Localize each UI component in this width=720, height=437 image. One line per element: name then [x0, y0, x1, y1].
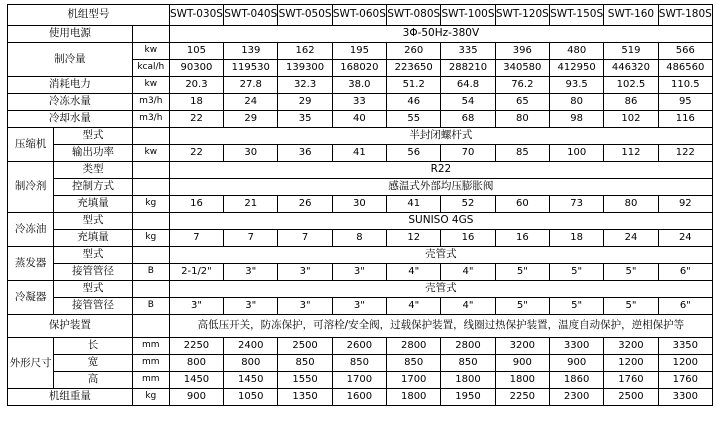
table-row	[8, 196, 713, 213]
data-cell: 52	[441, 196, 495, 213]
data-cell: 7	[169, 230, 223, 247]
table-row	[8, 128, 713, 145]
row-sublabel: 类型	[54, 162, 133, 179]
model-column-header: SWT-050S	[278, 5, 332, 26]
row-span-value: 壳管式	[169, 281, 712, 298]
table-row	[8, 26, 713, 43]
model-column-header: SWT-030S	[169, 5, 223, 26]
row-unit: kw	[132, 145, 169, 162]
data-cell: 1450	[224, 372, 278, 389]
data-cell: 65	[495, 94, 549, 111]
data-cell: 80	[495, 111, 549, 128]
model-column-header: SWT-040S	[224, 5, 278, 26]
row-unit	[132, 26, 169, 43]
data-cell: 24	[224, 94, 278, 111]
data-cell: 3"	[224, 298, 278, 315]
data-cell: 1950	[441, 389, 495, 406]
data-cell: 24	[604, 230, 658, 247]
row-unit: kw	[132, 43, 169, 60]
data-cell: 20.3	[169, 77, 223, 94]
data-cell: 2250	[495, 389, 549, 406]
data-cell: 7	[278, 230, 332, 247]
data-cell: 21	[224, 196, 278, 213]
data-cell: 24	[658, 230, 712, 247]
data-cell: 5"	[549, 264, 603, 281]
table-row	[8, 111, 713, 128]
model-column-header: SWT-100S	[441, 5, 495, 26]
row-unit: mm	[132, 338, 169, 355]
row-unit	[132, 179, 169, 196]
row-sublabel: 充填量	[54, 196, 133, 213]
row-sublabel: 充填量	[54, 230, 133, 247]
data-cell: 100	[549, 145, 603, 162]
row-unit: kg	[132, 389, 169, 406]
row-span-value: 高低压开关，防冻保护，可溶栓/安全阀，过载保护装置，线圈过热保护装置，温度自动保护，逆相保护等	[169, 315, 712, 338]
table-row	[8, 281, 713, 298]
data-cell: 1800	[441, 372, 495, 389]
data-cell: 35	[278, 111, 332, 128]
data-cell: 119530	[224, 60, 278, 77]
model-column-header: SWT-180S	[658, 5, 712, 26]
data-cell: 40	[332, 111, 386, 128]
data-cell: 850	[332, 355, 386, 372]
data-cell: 3"	[278, 298, 332, 315]
model-column-header: SWT-150S	[549, 5, 603, 26]
data-cell: 16	[169, 196, 223, 213]
data-cell: 223650	[387, 60, 441, 77]
row-sublabel: 输出功率	[54, 145, 133, 162]
row-span-value: 半封闭螺杆式	[169, 128, 712, 145]
data-cell: 4"	[441, 264, 495, 281]
data-cell: 2800	[387, 338, 441, 355]
data-cell: 2600	[332, 338, 386, 355]
data-cell: 2-1/2"	[169, 264, 223, 281]
row-label: 制冷量	[8, 43, 133, 77]
row-unit: m3/h	[132, 111, 169, 128]
specification-table	[7, 4, 713, 406]
data-cell: 5"	[495, 298, 549, 315]
data-cell: 340580	[495, 60, 549, 77]
row-sublabel: 长	[54, 338, 133, 355]
row-label: 保护装置	[8, 315, 133, 338]
data-cell: 122	[658, 145, 712, 162]
data-cell: 22	[169, 145, 223, 162]
data-cell: 80	[604, 196, 658, 213]
table-row	[8, 355, 713, 372]
data-cell: 900	[169, 389, 223, 406]
data-cell: 46	[387, 94, 441, 111]
data-cell: 4"	[387, 298, 441, 315]
row-sublabel: 型式	[54, 213, 133, 230]
data-cell: 41	[387, 196, 441, 213]
table-row	[8, 162, 713, 179]
data-cell: 566	[658, 43, 712, 60]
row-label: 压缩机	[8, 128, 54, 162]
data-cell: 1800	[387, 389, 441, 406]
data-cell: 3300	[549, 338, 603, 355]
row-label: 制冷剂	[8, 162, 54, 213]
table-row	[8, 43, 713, 60]
data-cell: 105	[169, 43, 223, 60]
data-cell: 60	[495, 196, 549, 213]
data-cell: 4"	[387, 264, 441, 281]
row-unit: mm	[132, 355, 169, 372]
data-cell: 70	[441, 145, 495, 162]
table-row	[8, 145, 713, 162]
data-cell: 396	[495, 43, 549, 60]
row-unit: B	[132, 298, 169, 315]
table-row	[8, 230, 713, 247]
data-cell: 850	[278, 355, 332, 372]
data-cell: 480	[549, 43, 603, 60]
data-cell: 18	[549, 230, 603, 247]
data-cell: 168020	[332, 60, 386, 77]
data-cell: 73	[549, 196, 603, 213]
table-row	[8, 213, 713, 230]
data-cell: 38.0	[332, 77, 386, 94]
data-cell: 6"	[658, 264, 712, 281]
row-unit: kw	[132, 77, 169, 94]
data-cell: 102.5	[604, 77, 658, 94]
data-cell: 86	[604, 94, 658, 111]
data-cell: 16	[441, 230, 495, 247]
row-label: 冷凝器	[8, 281, 54, 315]
row-unit	[132, 213, 169, 230]
row-span-value: SUNISO 4GS	[169, 213, 712, 230]
row-label: 机组重量	[8, 389, 133, 406]
data-cell: 1200	[658, 355, 712, 372]
data-cell: 850	[441, 355, 495, 372]
table-row	[8, 298, 713, 315]
data-cell: 1450	[169, 372, 223, 389]
table-row	[8, 315, 713, 338]
data-cell: 27.8	[224, 77, 278, 94]
data-cell: 36	[278, 145, 332, 162]
data-cell: 3200	[604, 338, 658, 355]
data-cell: 2400	[224, 338, 278, 355]
data-cell: 2500	[278, 338, 332, 355]
data-cell: 195	[332, 43, 386, 60]
data-cell: 3"	[332, 264, 386, 281]
data-cell: 4"	[441, 298, 495, 315]
data-cell: 1550	[278, 372, 332, 389]
data-cell: 54	[441, 94, 495, 111]
table-row	[8, 179, 713, 196]
table-row	[8, 247, 713, 264]
row-unit	[132, 247, 169, 264]
table-row	[8, 77, 713, 94]
row-sublabel: 高	[54, 372, 133, 389]
table-row	[8, 372, 713, 389]
data-cell: 98	[549, 111, 603, 128]
row-label: 冷冻水量	[8, 94, 133, 111]
row-unit: kcal/h	[132, 60, 169, 77]
row-unit: mm	[132, 372, 169, 389]
data-cell: 95	[658, 94, 712, 111]
model-header-cell: 机组型号	[8, 5, 170, 26]
data-cell: 5"	[549, 298, 603, 315]
data-cell: 1350	[278, 389, 332, 406]
row-sublabel: 接管管径	[54, 298, 133, 315]
data-cell: 1860	[549, 372, 603, 389]
data-cell: 3"	[169, 298, 223, 315]
data-cell: 55	[387, 111, 441, 128]
data-cell: 3"	[332, 298, 386, 315]
data-cell: 1600	[332, 389, 386, 406]
data-cell: 3300	[658, 389, 712, 406]
data-cell: 85	[495, 145, 549, 162]
data-cell: 260	[387, 43, 441, 60]
table-row	[8, 264, 713, 281]
data-cell: 56	[387, 145, 441, 162]
data-cell: 80	[549, 94, 603, 111]
data-cell: 5"	[604, 298, 658, 315]
data-cell: 26	[278, 196, 332, 213]
data-cell: 18	[169, 94, 223, 111]
row-unit: kg	[132, 230, 169, 247]
row-sublabel: 型式	[54, 281, 133, 298]
data-cell: 2250	[169, 338, 223, 355]
data-cell: 3350	[658, 338, 712, 355]
table-row	[8, 389, 713, 406]
data-cell: 1760	[604, 372, 658, 389]
model-column-header: SWT-080S	[387, 5, 441, 26]
row-span-value: 感温式外部均压膨胀阀	[169, 179, 712, 196]
data-cell: 22	[169, 111, 223, 128]
row-label: 消耗电力	[8, 77, 133, 94]
data-cell: 335	[441, 43, 495, 60]
data-cell: 112	[604, 145, 658, 162]
data-cell: 3"	[278, 264, 332, 281]
row-label: 使用电源	[8, 26, 133, 43]
data-cell: 162	[278, 43, 332, 60]
data-cell: 51.2	[387, 77, 441, 94]
data-cell: 41	[332, 145, 386, 162]
data-cell: 5"	[495, 264, 549, 281]
data-cell: 850	[387, 355, 441, 372]
data-cell: 64.8	[441, 77, 495, 94]
row-sublabel: 控制方式	[54, 179, 133, 196]
row-span-value: R22	[169, 162, 712, 179]
row-sublabel: 型式	[54, 247, 133, 264]
data-cell: 800	[169, 355, 223, 372]
model-column-header: SWT-160	[604, 5, 658, 26]
row-unit: m3/h	[132, 94, 169, 111]
table-row	[8, 338, 713, 355]
data-cell: 900	[549, 355, 603, 372]
data-cell: 12	[387, 230, 441, 247]
data-cell: 102	[604, 111, 658, 128]
data-cell: 29	[224, 111, 278, 128]
row-sublabel: 宽	[54, 355, 133, 372]
row-sublabel: 型式	[54, 128, 133, 145]
data-cell: 900	[495, 355, 549, 372]
row-unit: kg	[132, 196, 169, 213]
row-unit	[132, 315, 169, 338]
data-cell: 412950	[549, 60, 603, 77]
row-span-value: 3Φ-50Hz-380V	[169, 26, 712, 43]
data-cell: 2500	[604, 389, 658, 406]
data-cell: 139300	[278, 60, 332, 77]
model-column-header: SWT-060S	[332, 5, 386, 26]
data-cell: 1200	[604, 355, 658, 372]
row-sublabel: 接管管径	[54, 264, 133, 281]
row-label: 外形尺寸	[8, 338, 54, 389]
data-cell: 90300	[169, 60, 223, 77]
data-cell: 446320	[604, 60, 658, 77]
data-cell: 486560	[658, 60, 712, 77]
data-cell: 110.5	[658, 77, 712, 94]
data-cell: 800	[224, 355, 278, 372]
data-cell: 1800	[495, 372, 549, 389]
data-cell: 1700	[332, 372, 386, 389]
table-row	[8, 94, 713, 111]
row-label: 冷却水量	[8, 111, 133, 128]
data-cell: 519	[604, 43, 658, 60]
data-cell: 76.2	[495, 77, 549, 94]
data-cell: 1760	[658, 372, 712, 389]
model-column-header: SWT-120S	[495, 5, 549, 26]
row-label: 冷冻油	[8, 213, 54, 247]
data-cell: 7	[224, 230, 278, 247]
data-cell: 1700	[387, 372, 441, 389]
data-cell: 16	[495, 230, 549, 247]
data-cell: 33	[332, 94, 386, 111]
data-cell: 30	[332, 196, 386, 213]
row-span-value: 壳管式	[169, 247, 712, 264]
data-cell: 2300	[549, 389, 603, 406]
row-unit	[132, 162, 169, 179]
data-cell: 32.3	[278, 77, 332, 94]
row-unit	[132, 128, 169, 145]
data-cell: 6"	[658, 298, 712, 315]
row-label: 蒸发器	[8, 247, 54, 281]
data-cell: 93.5	[549, 77, 603, 94]
data-cell: 3200	[495, 338, 549, 355]
row-unit	[132, 281, 169, 298]
data-cell: 92	[658, 196, 712, 213]
data-cell: 116	[658, 111, 712, 128]
data-cell: 139	[224, 43, 278, 60]
data-cell: 2800	[441, 338, 495, 355]
data-cell: 5"	[604, 264, 658, 281]
data-cell: 1050	[224, 389, 278, 406]
data-cell: 288210	[441, 60, 495, 77]
data-cell: 8	[332, 230, 386, 247]
row-unit: B	[132, 264, 169, 281]
data-cell: 30	[224, 145, 278, 162]
table-header-row	[8, 5, 713, 26]
data-cell: 68	[441, 111, 495, 128]
data-cell: 3"	[224, 264, 278, 281]
data-cell: 29	[278, 94, 332, 111]
